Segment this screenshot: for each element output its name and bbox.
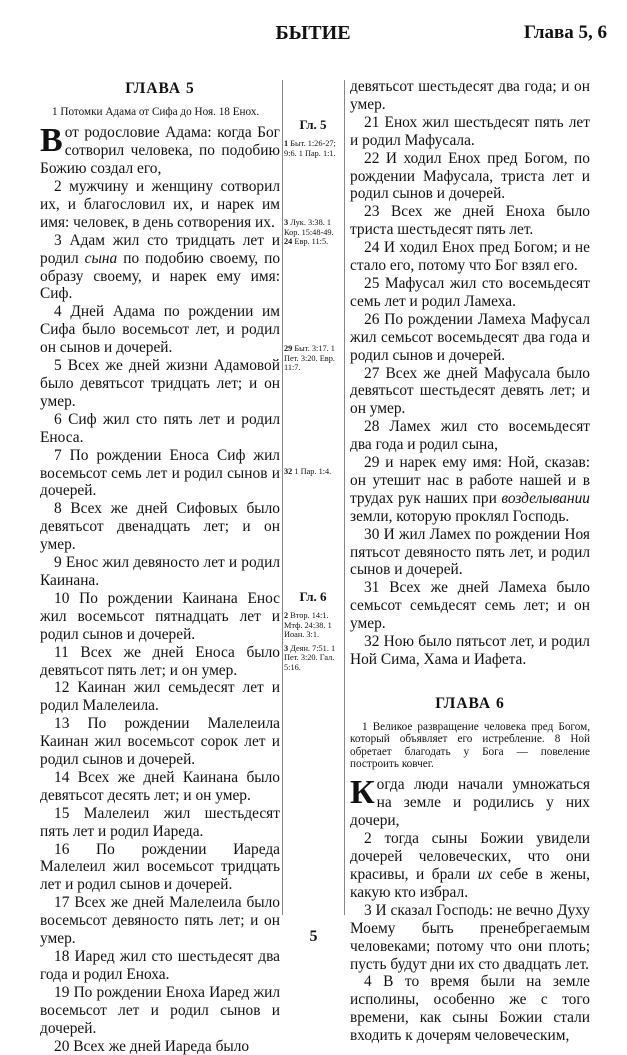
verse-6-1: Когда люди начали умножаться на земле и родились у них дочери, [350,774,590,830]
left-text-column [40,80,280,1055]
cross-reference: 3 Деян. 7:51. 1 Пет. 3:20. Гал. 5:16. [284,643,336,672]
page-number: 5 [309,928,318,945]
right-text-column [350,78,590,1045]
verse-5-1: Вот родословие Адама: когда Бог сотворил человека, по подобию Божию создал его, [40,122,280,178]
verse: 32 Ною было пятьсот лет, и родил Ной Сима, Хама и Иафета. [350,633,590,668]
running-header-chapters: Глава 5, 6 [523,22,607,43]
verse: 28 Ламех жил сто восемьдесят два года и родил сына, [350,418,590,454]
verse: 13 По рождении Малелеила Каинан жил восемьсот сорок лет и родил сынов и дочерей. [40,715,280,769]
chapter-5-ref-label: Гл. 5 [299,117,327,132]
chapter-6-ref-label: Гл. 6 [299,589,327,605]
chapter-6-title: ГЛАВА 6 [435,694,505,712]
running-header-book: БЫТИЕ [275,22,351,44]
chapter-5-summary: 1 Потомки Адама от Сифа до Ноя. 18 Енох. [52,105,260,118]
verse: 25 Мафусал жил сто восемьдесят семь лет и родил Ламеха. [350,274,590,310]
verse: 20 Всех же дней Иареда было [54,1037,250,1055]
verse: 27 Всех же дней Мафусала было девятьсот шестьдесят девять лет; и он умер. [350,364,590,418]
verse: 10 По рождении Каинана Енос жил восемьсот пятнадцать лет и родил сынов и дочерей. [40,589,280,643]
drop-cap: В [40,122,63,160]
cross-reference: 24 Евр. 11:5. [284,237,329,247]
verse: 26 По рождении Ламеха Мафусал жил семьсот восемьдесят два года и родил сынов и дочерей. [350,310,590,364]
verse: 21 Енох жил шестьдесят пять лет и родил Мафусала. [350,113,590,149]
cross-reference-column [284,117,342,672]
column-divider-right [344,80,345,915]
verse: 5 Всех же дней жизни Адамовой было девятьсот тридцать лет; и он умер. [40,357,280,410]
verse: 6 Сиф жил сто пять лет и родил Еноса. [40,410,280,446]
verse-5-29: 29 и нарек ему имя: Ной, сказав: он утешит нас в работе нашей и в трудах рук наших при возделывании земли, которую проклял Господь. [350,454,590,525]
verse: 19 По рождении Еноха Иаред жил восемьсот лет и родил сынов и дочерей. [40,983,280,1037]
verse: 2 мужчину и женщину сотворил их, и благословил их, и нарек им имя: человек, в день сотворения их. [40,178,280,231]
chapter-5-title: ГЛАВА 5 [125,80,195,97]
verse: 14 Всех же дней Каинана было девятьсот десять лет; и он умер. [40,768,280,804]
cross-reference: 32 1 Пар. 1:4. [284,466,332,476]
verse: 9 Енос жил девяносто лет и родил Каинана. [40,554,280,589]
column-divider-left [282,80,283,915]
verse: 8 Всех же дней Сифовых было девятьсот двенадцать лет; и он умер. [40,500,280,554]
verse: 30 И жил Ламех по рождении Ноя пятьсот девяносто пять лет, и родил сынов и дочерей. [350,525,590,579]
verse: 17 Всех же дней Малелеила было восемьсот девяносто пять лет; и он умер. [40,894,280,948]
verse: 4 Дней Адама по рождении им Сифа было восемьсот лет, и родил он сынов и дочерей. [40,303,280,357]
verse: 11 Всех же дней Еноса было девятьсот пять лет; и он умер. [40,643,280,679]
verse: 24 И ходил Енох пред Богом; и не стало его, потому что Бог взял его. [350,239,590,275]
verse-6-2: 2 тогда сыны Божии увидели дочерей человеческих, что они красивы, и брали их себе в жены, какую кто избрал. [350,830,590,901]
chapter-6-summary: 1 Великое развращение человека пред Богом, который объявляет его истребление. 8 Ной обретает благодать у Бога — повеление построить ковчег. [350,720,590,771]
verse-5-3: 3 Адам жил сто тридцать лет и родил сына по подобию своему, по образу своему, и нарек ему имя: Сиф. [40,231,281,303]
verse: 22 И ходил Енох пред Богом, по рождении Мафусала, триста лет и родил сынов и дочерей. [350,149,590,203]
cross-reference: 1 Быт. 1:26-27; 9:6. 1 Пар. 1:1. [284,139,336,158]
drop-cap: К [350,774,375,812]
cross-reference: 3 Лук. 3:38. 1 Кор. 15:48-49. [284,218,334,237]
cross-reference: 2 Втор. 14:1. Мтф. 24:38. 1 Иоан. 3:1. [284,611,332,640]
verse: 23 Всех же дней Еноха было триста шестьдесят пять лет. [350,203,590,239]
verse: 18 Иаред жил сто шестьдесят два года и родил Еноха. [40,948,280,983]
verse: 15 Малелеил жил шестьдесят пять лет и родил Иареда. [40,804,280,840]
verse: 3 И сказал Господь: не вечно Духу Моему быть пренебрегаемым человеками; потому что они плоть; пусть будут дни их сто двадцать лет. [350,901,590,973]
verse: 7 По рождении Еноса Сиф жил восемьсот семь лет и родил сынов и дочерей. [40,446,280,500]
verse: 4 В то время были на земле исполины, особенно же с того времени, как сыны Божии стали входить к дочерям человеческим, [350,973,590,1045]
verse-continuation: девятьсот шестьдесят два года; и он умер. [350,78,590,113]
verse: 16 По рождении Иареда Малелеил жил восемьсот тридцать лет и родил сынов и дочерей. [40,840,280,894]
verse: 31 Всех же дней Ламеха было семьсот семьдесят семь лет; и он умер. [350,579,590,633]
verse: 12 Каинан жил семьдесят лет и родил Малелеила. [40,679,280,715]
cross-reference: 29 Быт. 3:17. 1 Пет. 3:20. Евр. 11:7. [284,344,335,373]
